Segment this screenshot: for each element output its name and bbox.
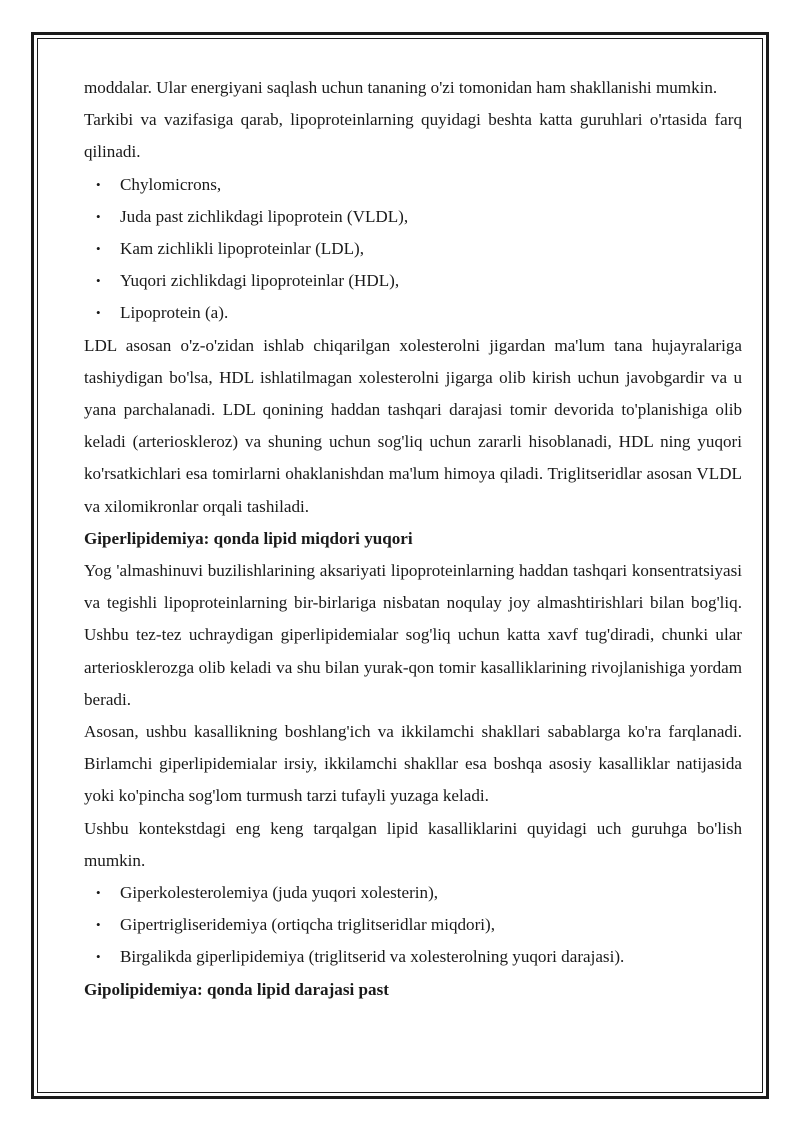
list-item: • Giperkolesterolemiya (juda yuqori xolesterin), (84, 877, 742, 909)
list-item: • Kam zichlikli lipoproteinlar (LDL), (84, 233, 742, 265)
list-item: • Birgalikda giperlipidemiya (triglitserid va xolesterolning yuqori darajasi). (84, 941, 742, 973)
groups-intro-paragraph: Tarkibi va vazifasiga qarab, lipoproteinlarning quyidagi beshta katta guruhlari o'rtasida farq qilinadi. (84, 110, 742, 162)
forms-paragraph: Asosan, ushbu kasallikning boshlang'ich va ikkilamchi shakllari sabablarga ko'ra farqlanadi. Birlamchi giperlipidemialar irsiy, ikkilamchi shakllar esa boshqa asosiy kasalliklar natijasida yoki ko'pincha sog'lom turmush tarzi tufayli yuzaga keladi. (84, 722, 742, 806)
intro-continuation-paragraph: moddalar. Ular energiyani saqlash uchun tananing o'zi tomonidan ham shakllanishi mumkin. (84, 78, 718, 97)
list-item: • Gipertrigliseridemiya (ortiqcha triglitseridlar miqdori), (84, 909, 742, 941)
heading-hyperlipidemia: Giperlipidemiya: qonda lipid miqdori yuqori (84, 528, 413, 548)
disorder-groups-list (84, 877, 742, 974)
lipoprotein-groups-list (84, 169, 742, 330)
list-item: • Lipoprotein (a). (84, 297, 742, 329)
hyperlipidemia-paragraph: Yog 'almashinuvi buzilishlarining aksariyati lipoproteinlarning haddan tashqari konsentratsiyasi va tegishli lipoproteinlarning bir-birlariga nisbatan noqulay joy almashtirishlari bilan bog'liq. Ushbu tez-tez uchraydigan giperlipidemialar sog'liq uchun katta xavf tug'diradi, chunki ular arteriosklerozga olib keladi va shu bilan yurak-qon tomir kasalliklarining rivojlanishiga yordam beradi. (84, 561, 742, 709)
groups3-intro-paragraph: Ushbu kontekstdagi eng keng tarqalgan lipid kasalliklarini quyidagi uch guruhga bo'lish mumkin. (84, 818, 742, 870)
ldl-hdl-paragraph: LDL asosan o'z-o'zidan ishlab chiqarilgan xolesterolni jigardan ma'lum tana hujayralariga tashiydigan bo'lsa, HDL ishlatilmagan xolesterolni jigarga olib kirish uchun javobgardir va u yana parchalanadi. LDL qonining haddan tashqari darajasi tomir devorida to'planishiga olib keladi (arterioskleroz) va shuning uchun sog'liq uchun zararli hisoblanadi, HDL ning yuqori ko'rsatkichlari esa tomirlarni ohaklanishdan ma'lum himoya qiladi. Triglitseridlar asosan VLDL va xilomikronlar orqali tashiladi. (84, 335, 742, 516)
heading-hypolipidemia: Gipolipidemiya: qonda lipid darajasi past (84, 979, 389, 999)
list-item: • Yuqori zichlikdagi lipoproteinlar (HDL), (84, 265, 742, 297)
page-content (84, 72, 742, 1006)
list-item: • Chylomicrons, (84, 169, 742, 201)
list-item: • Juda past zichlikdagi lipoprotein (VLDL), (84, 201, 742, 233)
